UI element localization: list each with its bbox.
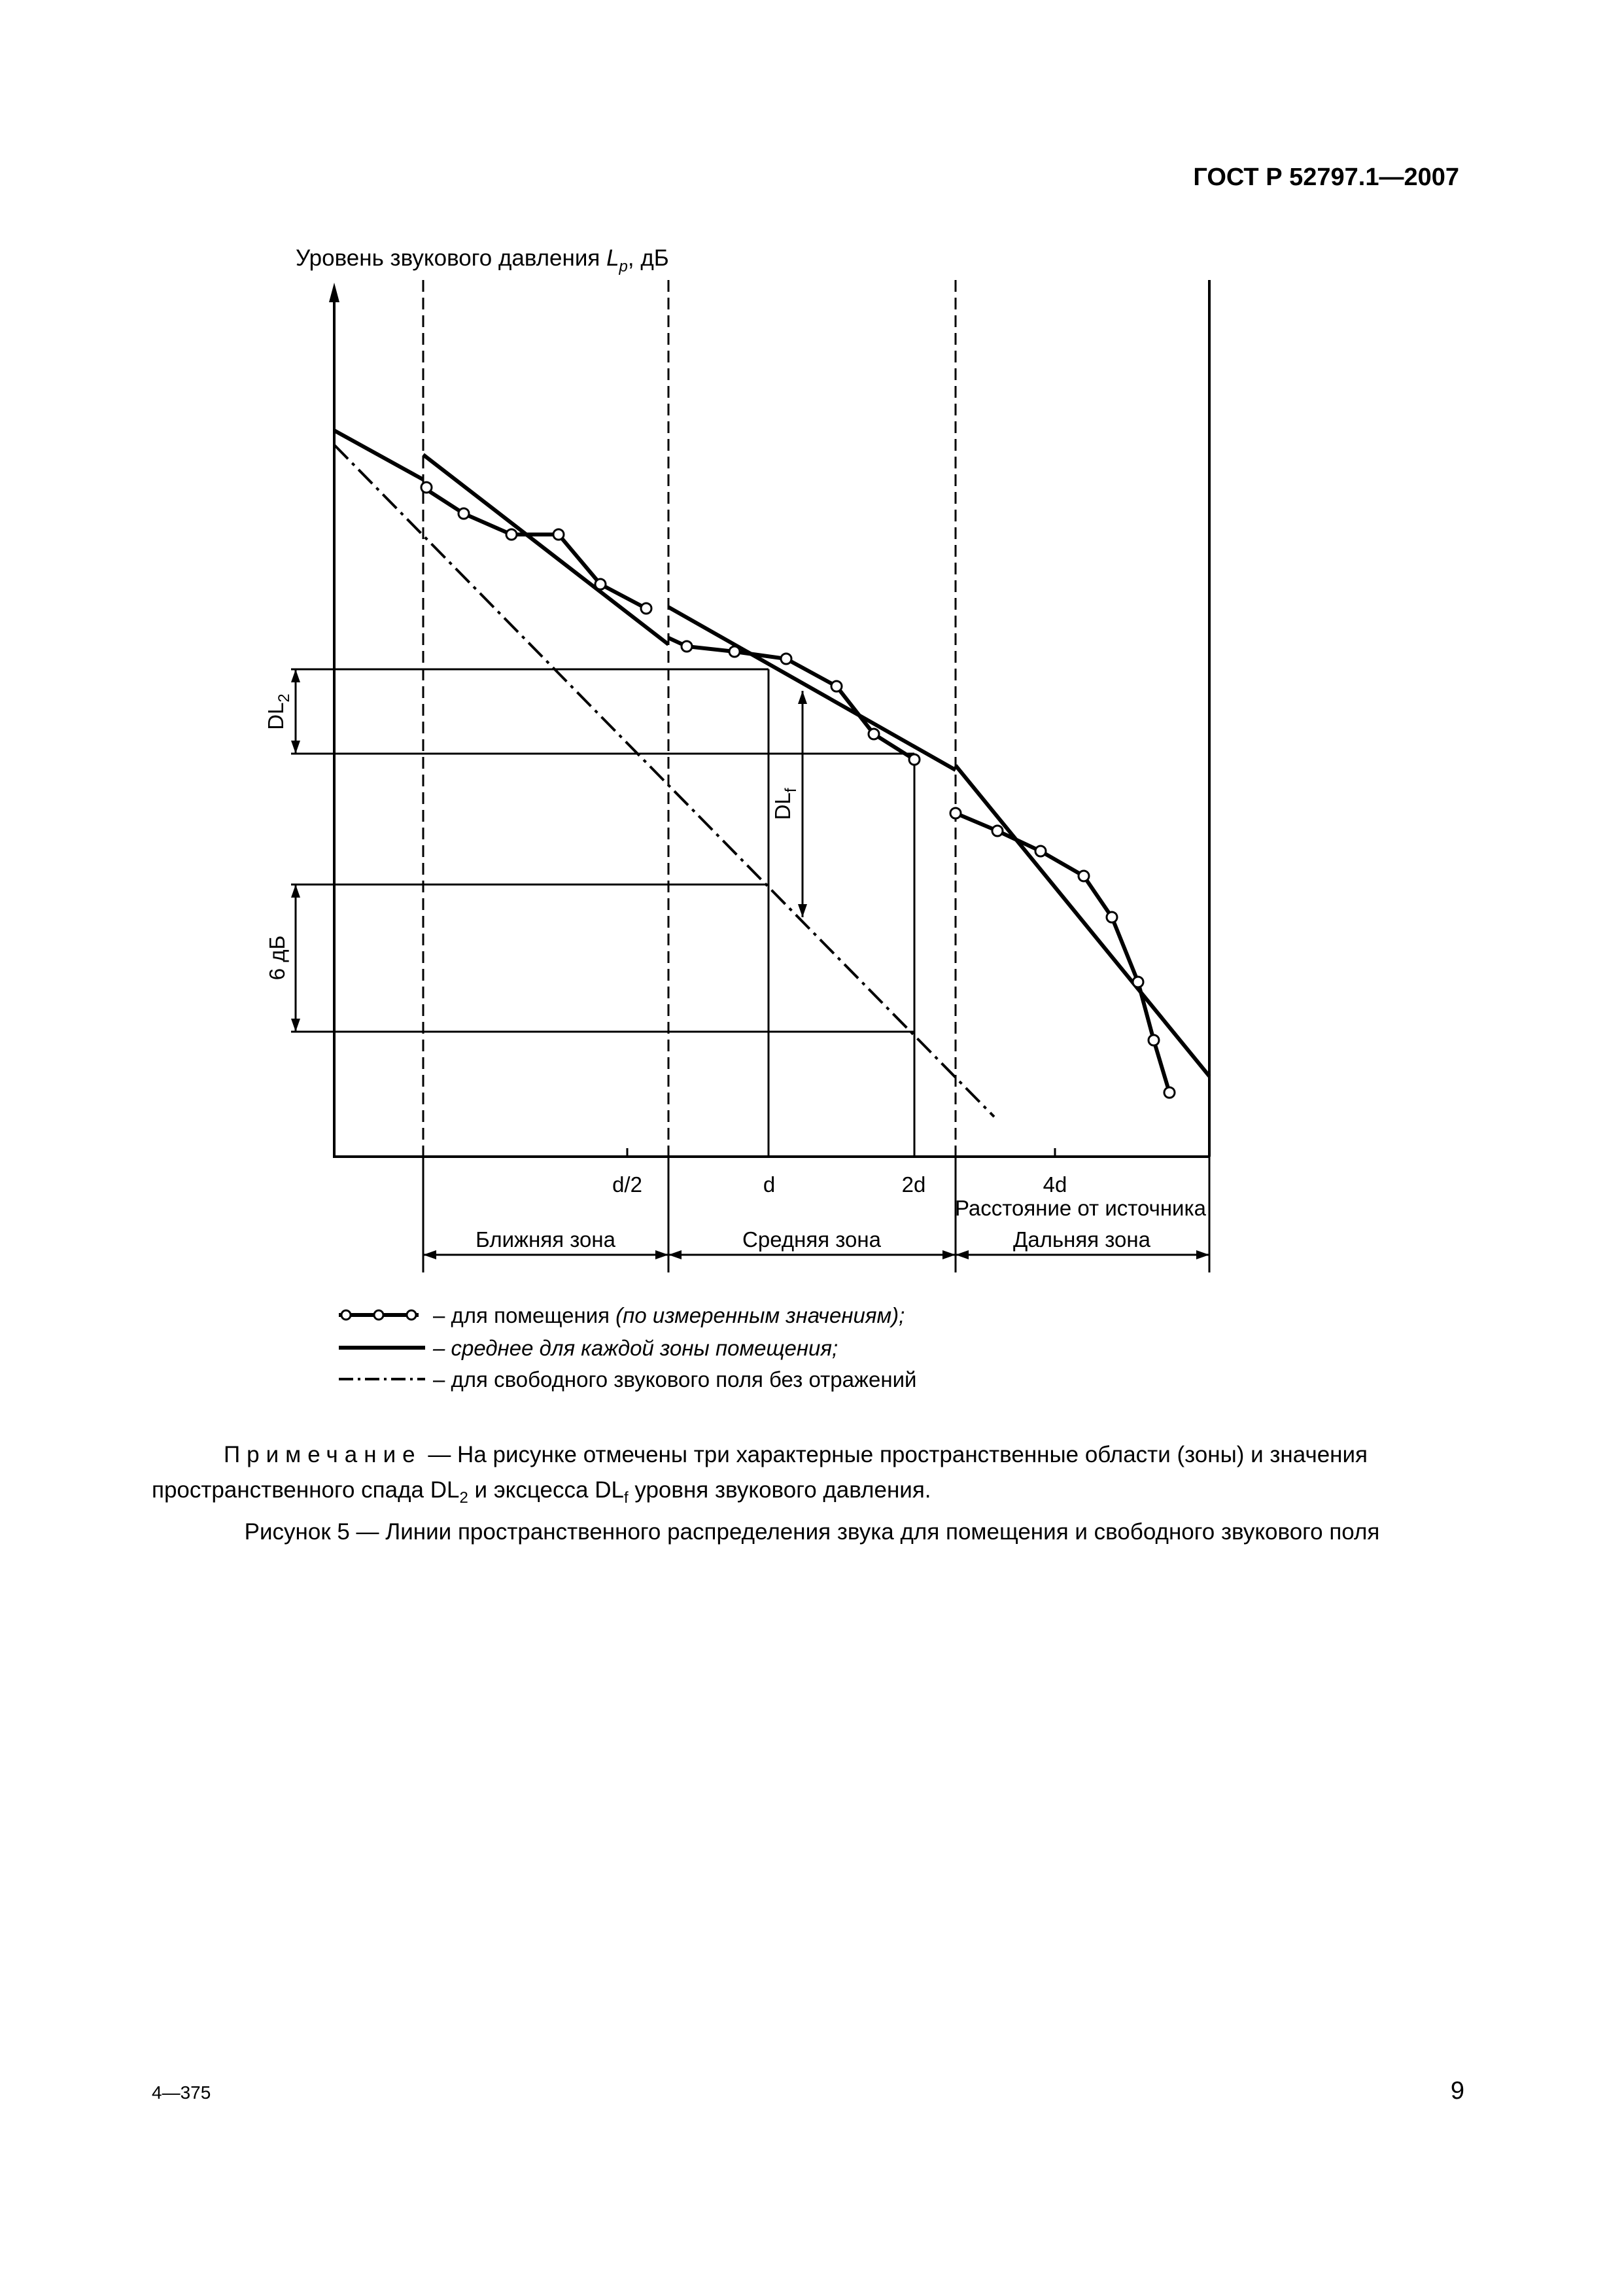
- legend-measured-symbol: [339, 1310, 419, 1320]
- six-db-label: 6 дБ: [265, 935, 289, 981]
- legend: [339, 1303, 916, 1392]
- measured-point: [421, 482, 432, 493]
- zone-labels: [475, 1227, 1151, 1252]
- legend-free-field-text: – для свободного звукового поля без отражений: [433, 1367, 917, 1392]
- note-dlf: $DL_f$: [595, 1477, 629, 1507]
- legend-average-text: – среднее для каждой зоны помещения;: [433, 1336, 838, 1360]
- zone-middle-label: Средняя зона: [742, 1227, 881, 1252]
- figure-caption: Рисунок 5 — Линии пространственного распределения звука для помещения и свободного звукового поля: [244, 1519, 1380, 1545]
- free-field-line: [334, 445, 994, 1117]
- note-label: Примечание: [224, 1442, 422, 1467]
- y-axis-arrow: [329, 283, 339, 302]
- measured-point: [992, 826, 1003, 836]
- measured-point: [909, 754, 920, 765]
- measured-point: [950, 808, 961, 818]
- footer-sheet-code: 4—375: [152, 2082, 211, 2103]
- reference-lines: [291, 669, 914, 1157]
- measured-point: [781, 654, 791, 664]
- document-id: ГОСТ Р 52797.1—2007: [1193, 164, 1459, 191]
- zone-span-arrows: [423, 1250, 1209, 1259]
- measured-point: [641, 603, 651, 614]
- average-line-far: [956, 765, 1209, 1076]
- average-line-start: [334, 430, 423, 480]
- zone-far-label: Дальняя зона: [1013, 1227, 1150, 1252]
- page-number: 9: [1450, 2077, 1464, 2105]
- note-text-3: уровня звукового давления.: [628, 1477, 931, 1503]
- note-dl2: $DL_2$: [430, 1477, 468, 1507]
- measured-point: [831, 681, 842, 692]
- tick-4d: 4d: [1043, 1172, 1067, 1197]
- average-line-middle: [668, 607, 956, 770]
- dlf-dimension: [798, 691, 807, 917]
- zone-near-label: Ближняя зона: [475, 1227, 615, 1252]
- dl2-label: $DL_2$: [264, 693, 293, 730]
- measured-point: [553, 529, 564, 540]
- measured-point: [595, 579, 606, 589]
- x-tick-labels: [612, 1172, 1067, 1197]
- measured-point: [869, 729, 879, 739]
- measured-point: [1079, 871, 1089, 881]
- measured-point: [1107, 912, 1117, 922]
- tick-d: d: [763, 1172, 776, 1197]
- measured-point: [458, 508, 469, 519]
- measured-point: [729, 646, 740, 657]
- y-axis-label: Уровень звукового давления $L_p$, дБ: [296, 245, 669, 275]
- x-axis-label: Расстояние от источника: [955, 1196, 1206, 1220]
- measured-point: [1164, 1087, 1175, 1098]
- measured-point: [1149, 1035, 1159, 1045]
- measured-point: [1133, 977, 1143, 987]
- note-text-1: — На рисунке отмечены три характерные пространственные области (зоны) и значения пространственного спада: [152, 1442, 1368, 1503]
- figure-note: [152, 1437, 1463, 1516]
- legend-measured-text: – для помещения (по измеренным значениям);: [433, 1303, 905, 1327]
- measured-point: [682, 641, 692, 652]
- dlf-label: $DL_f$: [770, 788, 800, 820]
- dl2-dimension: [291, 669, 300, 754]
- tick-d-half: d/2: [612, 1172, 642, 1197]
- tick-2d: 2d: [901, 1172, 926, 1197]
- six-db-dimension: [291, 885, 300, 1032]
- measured-point: [506, 529, 517, 540]
- average-line-near: [423, 455, 668, 644]
- zone-dividers: [423, 280, 956, 1157]
- measured-point: [1035, 846, 1046, 856]
- note-text-2: и эксцесса: [468, 1477, 595, 1503]
